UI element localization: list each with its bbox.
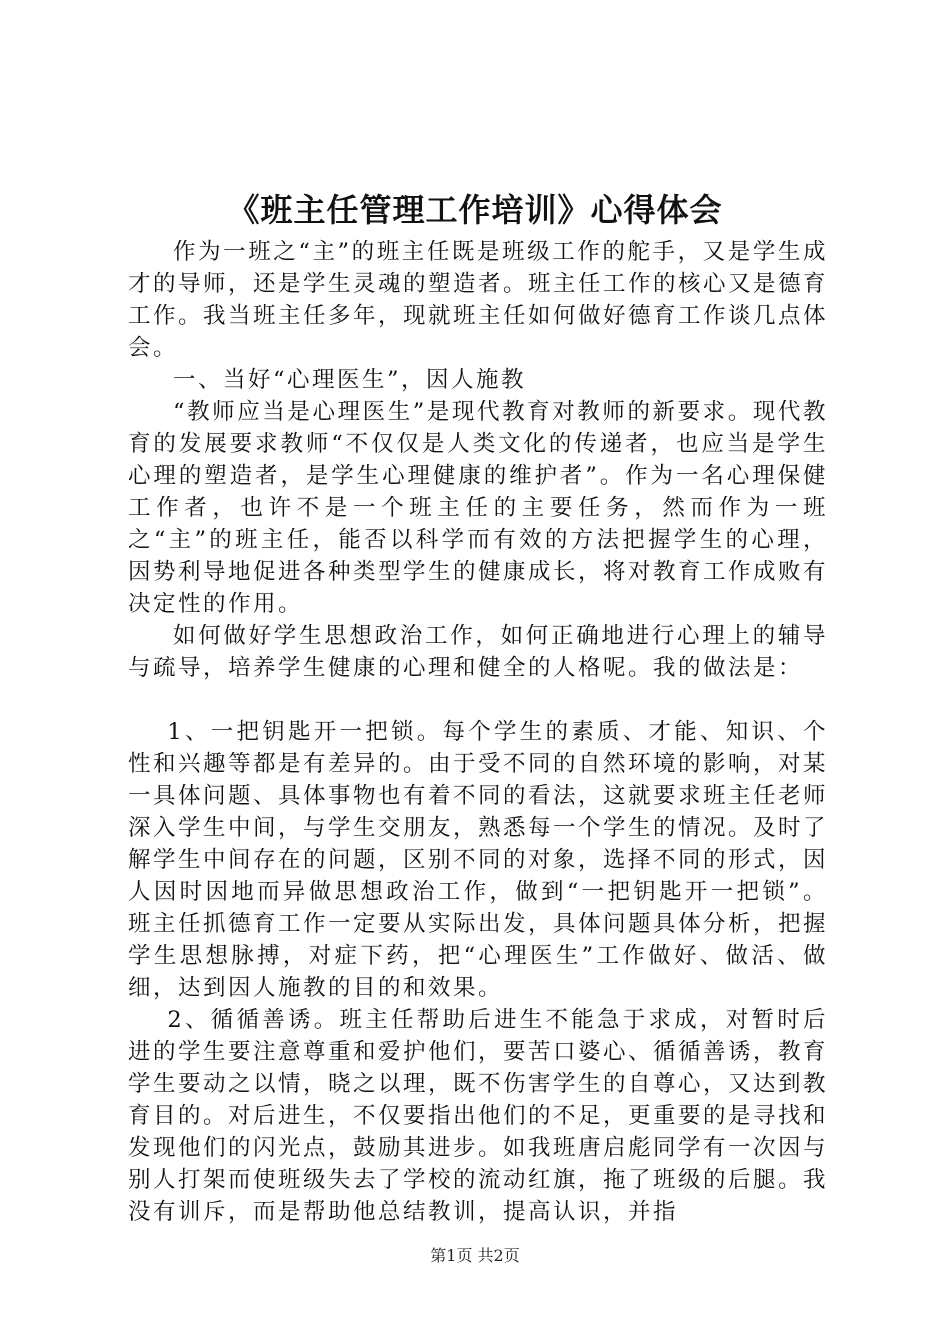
paragraph-method-intro: 如何做好学生思想政治工作，如何正确地进行心理上的辅导与疏导，培养学生健康的心理和健全的人格呢。我的做法是： <box>128 623 828 681</box>
document-title: 《班主任管理工作培训》心得体会 <box>227 191 723 229</box>
paragraph-intro: 作为一班之“主”的班主任既是班级工作的舵手，又是学生成才的导师，还是学生灵魂的塑造者。班主任工作的核心又是德育工作。我当班主任多年，现就班主任如何做好德育工作谈几点体会。 <box>128 239 829 361</box>
page-footer: 第1页 共2页 <box>430 1246 520 1265</box>
paragraph-point-1: 1、一把钥匙开一把锁。每个学生的素质、才能、知识、个性和兴趣等都是有差异的。由于受不同的自然环境的影响，对某一具体问题、具体事物也有着不同的看法，这就要求班主任老师深入学生中间，与学生交朋友，熟悉每一个学生的情况。及时了解学生中间存在的问题，区别不同的对象，选择不同的形式，因人因时因地而异做思想政治工作，做到“一把钥匙开一把锁”。班主任抓德育工作一定要从实际出发，具体问题具体分析，把握学生思想脉搏，对症下药，把“心理医生”工作做好、做活、做细，达到因人施教的目的和效果。 <box>128 719 829 1001</box>
document-body <box>128 236 828 1228</box>
paragraph-point-2: 2、循循善诱。班主任帮助后进生不能急于求成，对暂时后进的学生要注意尊重和爱护他们，要苦口婆心、循循善诱，教育学生要动之以情，晓之以理，既不伤害学生的自尊心，又达到教育目的。对后进生，不仅要指出他们的不足，更重要的是寻找和发现他们的闪光点，鼓励其进步。如我班唐启彪同学有一次因与别人打架而使班级失去了学校的流动红旗，拖了班级的后腿。我没有训斥，而是帮助他总结教训，提高认识，并指 <box>128 1007 829 1225</box>
section-heading: 一、当好“心理医生”，因人施教 <box>173 367 527 393</box>
paragraph-psychology: “教师应当是心理医生”是现代教育对教师的新要求。现代教育的发展要求教师“不仅仅是人类文化的传递者，也应当是学生心理的塑造者，是学生心理健康的维护者”。作为一名心理保健工作者，也许不是一个班主任的主要任务，然而作为一班之“主”的班主任，能否以科学而有效的方法把握学生的心理，因势利导地促进各种类型学生的健康成长，将对教育工作成败有决定性的作用。 <box>128 399 829 617</box>
blank-line <box>128 684 828 716</box>
